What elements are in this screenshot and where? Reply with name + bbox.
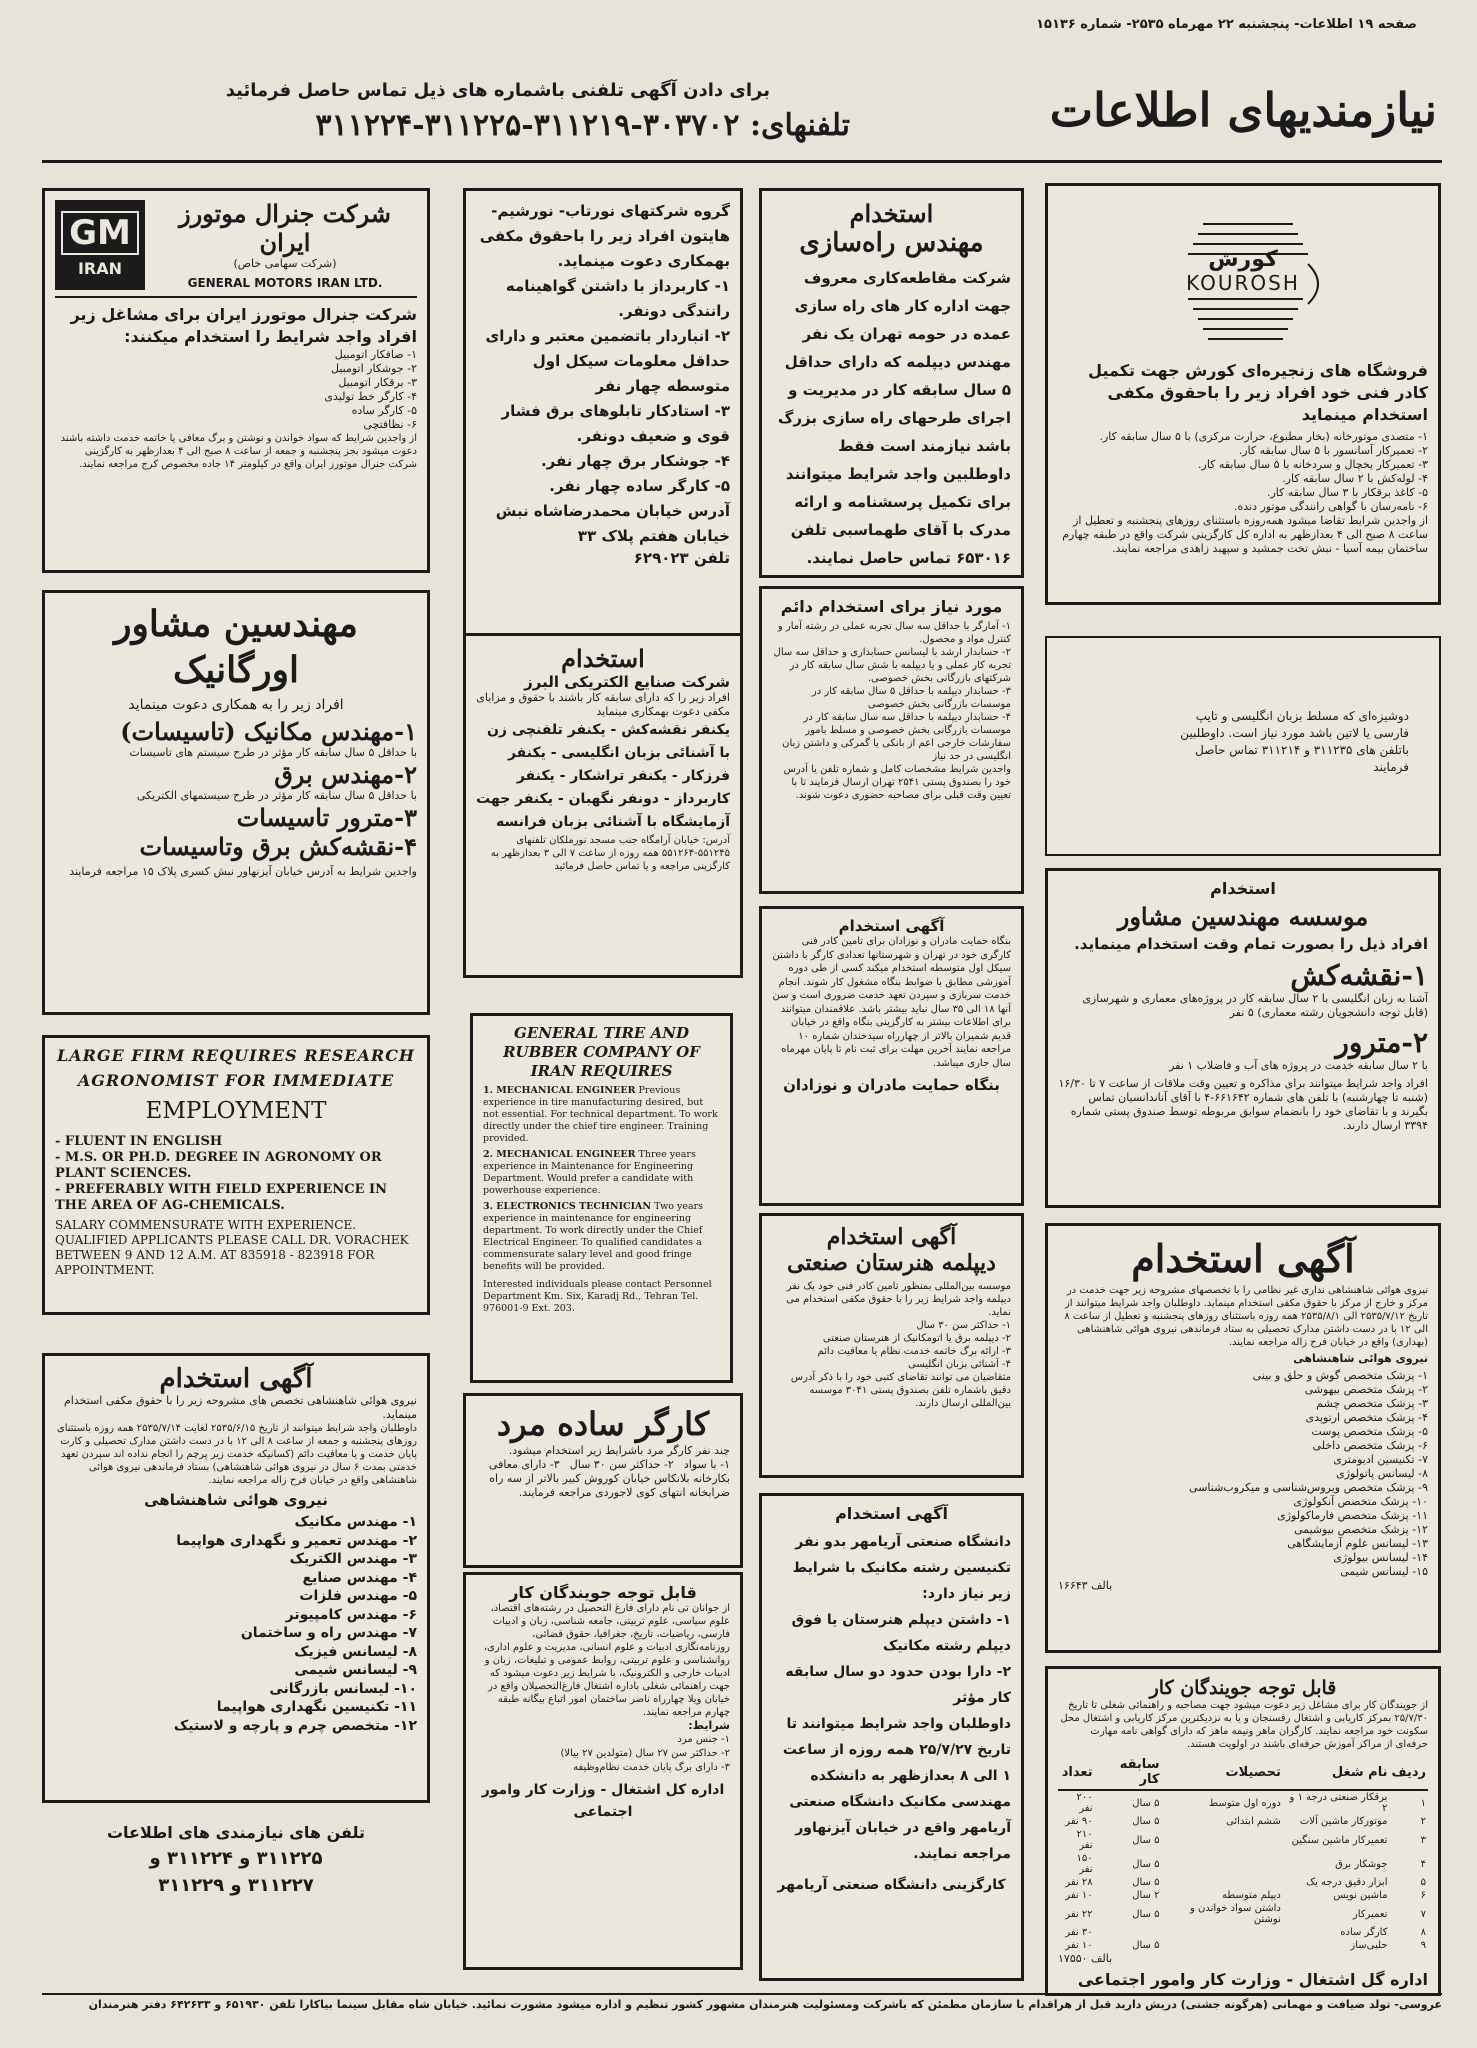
- table-row: [1058, 1790, 1428, 1815]
- ad-alborz: [463, 633, 743, 978]
- table-cell: ۵ سال: [1132, 1797, 1160, 1809]
- table-cell: ۱۰ نفر: [1065, 1890, 1093, 1901]
- ad-mothers: [759, 906, 1024, 1206]
- table-cell: ۷: [1420, 1908, 1426, 1920]
- accountants-footer: واجدین شرایط مشخصات کامل و شماره تلفن یا آدرس خود را بصندوق پستی ۲۵۴۱ تهران ارسال فرمایند تا با تعیین وقت قبلی برای مصاحبه حضوری دعوت شوند.: [783, 764, 1011, 801]
- organic-job-1: ۱-مهندس مکانیک (تاسیسات): [120, 717, 417, 746]
- mashaver-job1: ۱-نقشه‌کش: [1290, 959, 1428, 992]
- jooyandegan-list: [476, 1733, 730, 1775]
- ad-kargar-sadeh: [463, 1393, 743, 1568]
- list-item: ۳- استادکار تابلوهای برق فشار قوی و ضعیف دونفر.: [501, 402, 730, 445]
- list-item: ۱- صافکار اتومبیل: [334, 348, 417, 361]
- list-item: ۲- جوشکار اتومبیل: [331, 362, 417, 375]
- rahsazi-title1: استخدام: [849, 199, 934, 228]
- mashaver-title1: استخدام: [1210, 879, 1276, 898]
- typist-body: دوشیزه‌ای که مسلط بزبان انگلیسی و تایپ فارسی یا لاتین باشد مورد نیاز است. داوطلبین باتلفن های ۳۱۱۲۳۵ و ۳۱۱۲۱۴ تماس حاصل فرمایند: [1180, 709, 1409, 774]
- list-item: ۱۲- متخصص چرم و پارچه و لاستیک: [173, 1717, 417, 1734]
- jooyandegan2-body: از جویندگان کار برای مشاغل زیر دعوت میشود جهت مصاحبه و راهنمائی شغلی تا تاریخ ۲۵/۷/۳۰ بمرکز کاریابی و اشتغال رفسنجان و یا به نزدیکترین مرکز کاریابی و اشتغال محل سکونت خود مراجعه نمایند. کارگران ماهر ونیمه ماهر که دارای گواهی نامه مهارت حرفه‌ای از مراکز آموزش حرفه‌ای باشند در اولویت هستند.: [1060, 1700, 1428, 1750]
- gm-logo-iran: IRAN: [77, 259, 123, 278]
- table-cell: کارگر ساده: [1340, 1927, 1388, 1938]
- organic-footer: واجدین شرایط به آدرس خیابان آیزنهاور نبش کسری پلاک ۱۵ مراجعه فرمایند: [69, 865, 417, 878]
- list-item: - FLUENT IN ENGLISH: [55, 1134, 223, 1149]
- ad-aryamehr: [759, 1493, 1024, 1981]
- tire-item-2-text: Three years experience in Maintenance for Engineering Department. Would prefer a candidate with powerhouse experience.: [483, 1149, 696, 1196]
- table-cell: ۲۰۰ نفر: [1076, 1792, 1093, 1814]
- mothers-signature: بنگاه حمایت مادران و نوزادان: [783, 1076, 1000, 1094]
- list-item: ۵- پزشک متخصص پوست: [1311, 1425, 1428, 1438]
- table-cell: ۴: [1420, 1858, 1426, 1870]
- mashaver-job1-desc: آشنا به زبان انگلیسی با ۲ سال سابقه کار در پروژه‌های معماری و شهرسازی (قابل توجه دانشجویان رشته معماری) ۵ نفر: [1082, 992, 1428, 1019]
- ad-ettelaat-phones: [42, 1815, 430, 1975]
- organic-intro: افراد زیر را به همکاری دعوت مینماید: [128, 697, 344, 713]
- table-cell: ۵ سال: [1132, 1834, 1160, 1846]
- list-item: ۶- مهندس کامپیوتر: [285, 1606, 417, 1623]
- list-item: ۴- جوشکار برق چهار نفر.: [540, 452, 730, 470]
- list-item: ۳- برقکار اتومبیل: [338, 376, 417, 389]
- list-item: ۷- مهندس راه و ساختمان: [240, 1625, 417, 1641]
- list-item: ۱- آمارگر با حداقل سه سال تجربه عملی در رشته آمار و کنترل مواد و محصول.: [777, 621, 1011, 645]
- table-cell: ابزار دقیق درجه یک: [1306, 1877, 1388, 1888]
- list-item: ۱- پزشک متخصص گوش و حلق و بینی: [1252, 1369, 1428, 1382]
- organic-job-2: ۲-مهندس برق: [274, 760, 417, 789]
- kourosh-logo: [1143, 204, 1343, 354]
- table-row: [1058, 1815, 1428, 1828]
- aryamehr-signature: کارگزینی دانشگاه صنعتی آریامهر: [777, 1877, 1006, 1893]
- nurtab-phone: تلفن ۶۲۹۰۲۳: [633, 549, 730, 567]
- tire-item-2-head: 2. MECHANICAL ENGINEER: [483, 1149, 636, 1160]
- table-cell: ۵ سال: [1132, 1908, 1160, 1920]
- gm-heading: شرکت جنرال موتورز ایران برای مشاغل زیر افراد واجد شرایط را استخدام میکنند:: [70, 305, 417, 346]
- table-cell: ۱۵۰ نفر: [1076, 1853, 1093, 1875]
- kargar-footer: بکارخانه بلانکاس خیابان کوروش کبیر بالاتر از سه راه ضرابخانه انتهای کوی لاجوردی مراجعه فرمایند.: [489, 1472, 730, 1499]
- organic-job-1-desc: با حداقل ۵ سال سابقه کار مؤثر در طرح سیستم های تاسیسات: [129, 746, 417, 759]
- alborz-positions: یکنفر نقشه‌کش - یکنفر تلفنچی زن با آشنائی بزبان انگلیسی - یکنفر فرزکار - یکنفر تراشکار - یکنفر کاربرداز - دونفر نگهبان - یکنفر جهت آزمایشگاه با آشنائی بزبان فرانسه: [476, 722, 730, 830]
- table-cell: ۲۸ نفر: [1065, 1877, 1093, 1888]
- list-item: ۱۱- پزشک متخصص فارماکولوژی: [1277, 1509, 1428, 1522]
- tire-title: GENERAL TIRE AND RUBBER COMPANY OF IRAN REQUIRES: [503, 1024, 700, 1080]
- gm-name-block: [153, 199, 417, 290]
- kargar-list: [476, 1458, 730, 1472]
- aryamehr-list: [772, 1607, 1011, 1711]
- list-item: ۸- لیسانس پاتولوژی: [1336, 1467, 1428, 1480]
- table-cell: ۲ سال: [1132, 1890, 1160, 1901]
- gm-logo-block: [55, 199, 417, 298]
- honarestan-body: موسسه بین‌المللی بمنظور تامین کادر فنی خود یک نفر دیپلمه واجد شرایط زیر را با حقوق مکفی استخدام می نماید.: [786, 1281, 1011, 1318]
- table-row: [1058, 1876, 1428, 1889]
- list-item: ۱۴- لیسانس بیولوژی: [1333, 1551, 1428, 1564]
- honarestan-footer: متقاضیان می توانند تقاضای کتبی خود را با ذکر آدرس دقیق باشماره تلفن بصندوق پستی ۳۰۴۱ موسسه بین‌المللی ارسال دارند.: [790, 1372, 1011, 1409]
- list-item: ۵- مهندس فلزات: [299, 1588, 417, 1604]
- alborz-intro: افراد زیر را که دارای سابقه کار باشند با حقوق و مزایای مکفی دعوت بهمکاری مینماید: [476, 691, 730, 718]
- mashaver-footer: افراد واجد شرایط میتوانند برای مذاکره و تعیین وقت ملاقات از ساعت ۷ تا ۱۶/۳۰ (شنبه تا چهارشنبه) با تلفن های شماره ۶۶۱۶۴۲-۴ با آقای آناندانسیان تماس بگیرند و یا تقاضای خود را بانضمام سوابق مربوطه توسط صندوق پستی شماره ۳۳۹۴ ارسال دارند.: [1058, 1077, 1428, 1132]
- masthead-instruction: برای دادن آگهی تلفنی باشماره های ذیل تماس حاصل فرمائید: [225, 80, 770, 101]
- ettelaat-phones-title: تلفن های نیازمندی های اطلاعات: [106, 1823, 366, 1842]
- table-cell: برقکار صنعتی درجه ۱ و ۲: [1289, 1792, 1388, 1814]
- list-item: ۲- دارا بودن حدود دو سال سابقه کار مؤثر: [785, 1664, 1011, 1706]
- honarestan-title2: دیپلمه هنرستان صنعتی: [787, 1250, 996, 1276]
- tire-item-3: [483, 1201, 720, 1273]
- masthead-title: نیازمندیهای اطلاعات: [1049, 83, 1437, 137]
- table-cell: ۵ سال: [1132, 1877, 1160, 1888]
- table-row: [1058, 1828, 1428, 1852]
- table-row: [1058, 1852, 1428, 1876]
- list-item: ۵- کارگر ساده چهار نفر.: [549, 477, 730, 495]
- list-item: ۱- متصدی موتورخانه (بخار مطبوع، حرارت مرکزی) با ۵ سال سابقه کار.: [1099, 430, 1428, 443]
- list-item: ۳- دارای برگ پایان خدمت نظام‌وظیفه: [573, 1762, 730, 1773]
- list-item: ۲- حسابدار ارشد با لیسانس حسابداری و حداقل سه سال تجربه کار عملی و یا دیپلمه با شش سال سابقه کار در شرکتهای بازرگانی بخش خصوصی.: [773, 647, 1011, 684]
- hava1-intro: نیروی هوائی شاهنشاهی تخصص های مشروحه زیر را با حقوق مکفی استخدام مینماید.: [64, 1394, 417, 1421]
- list-item: ۷- تکنیسین ادیومتری: [1333, 1453, 1428, 1466]
- list-item: ۱۳- لیسانس علوم آزمایشگاهی: [1287, 1537, 1428, 1550]
- list-item: ۵- کاغذ برقکار با ۳ سال سابقه کار.: [1266, 486, 1428, 499]
- table-header: تعداد: [1058, 1755, 1095, 1790]
- table-cell: دوره اول متوسط: [1208, 1797, 1281, 1809]
- mashaver-job2-desc: با ۲ سال سابقه خدمت در پروژه های آب و فاضلاب ۱ نفر: [1169, 1059, 1428, 1072]
- alborz-address: آدرس: خیابان آرامگاه جنب مسجد نورملکان تلفنهای ۵۵۱۲۴۵-۵۵۱۲۶۴ همه روزه از ساعت ۷ الی ۳ بعدازظهر به کارگزینی مراجعه و یا تماس حاصل فرمائید: [490, 835, 730, 872]
- list-item: ۶- پزشک متخصص داخلی: [1312, 1439, 1428, 1452]
- list-item: ۲- پزشک متخصص بیهوشی: [1304, 1383, 1428, 1396]
- jooyandegan2-title: قابل توجه جویندگان کار: [1149, 1677, 1337, 1699]
- list-item: ۱- جنس مرد: [677, 1734, 730, 1745]
- ad-typist: [1045, 636, 1441, 856]
- table-cell: [1161, 1926, 1282, 1939]
- masthead-phones: [90, 108, 850, 143]
- research-line2: AGRONOMIST FOR IMMEDIATE: [77, 1071, 395, 1090]
- table-cell: ۹۰ نفر: [1065, 1816, 1093, 1827]
- list-item: ۱- حداکثر سن ۳۰ سال: [916, 1320, 1011, 1331]
- list-item: ۳- مهندس الکتریک: [289, 1551, 417, 1567]
- table-cell: ششم ابتدائی: [1226, 1816, 1281, 1827]
- alborz-title: استخدام: [561, 644, 645, 673]
- rahsazi-body: شرکت مقاطعه‌کاری معروف جهت اداره کار های راه سازی عمده در حومه تهران یک نفر مهندس دیپلمه که دارای حداقل ۵ سال سابقه کار در مدیریت و اجرای طرحهای راه سازی بزرگ باشد نیازمند است فقط داوطلبین واجد شرایط میتوانند برای تکمیل پرسشنامه و ارائه مدرک با آقای طهماسبی تلفن ۶۵۳۰۱۶ تماس حاصل نمایند.: [778, 269, 1011, 567]
- table-cell: ۹: [1420, 1940, 1426, 1951]
- mothers-title: آگهی استخدام: [838, 917, 945, 935]
- nurtab-list: [476, 274, 730, 499]
- list-item: ۴- لوله‌کش با ۲ سال سابقه کار.: [1282, 472, 1428, 485]
- rahsazi-title2: مهندس راه‌سازی: [799, 228, 984, 258]
- ad-rahsazi: [759, 188, 1024, 578]
- alborz-company: شرکت صنایع الکتریکی البرز: [524, 673, 730, 691]
- ad-hava-engineering: [42, 1353, 430, 1803]
- hava1-title: آگهی استخدام: [159, 1364, 313, 1394]
- mashaver-title2: موسسه مهندسین مشاور: [1117, 902, 1369, 931]
- list-item: ۱۱- تکنیسین نگهداری هواپیما: [216, 1699, 417, 1715]
- kourosh-logo-en: KOUROSH: [1186, 271, 1300, 295]
- list-item: ۴- آشنائی بزبان انگلیسی: [907, 1359, 1011, 1370]
- hava1-body: داوطلبان واجد شرایط میتوانند از تاریخ ۲۵۳۵/۶/۱۵ لغایت ۲۵۳۵/۷/۱۴ همه روزه باستثنای روزهای پنجشنبه و جمعه از ساعت ۸ الی ۱۲ با در دست داشتن مدارک تحصیلی و کارت پایان خدمت و یا معافیت دائم (کسانیکه خدمت زیر پرچم را انجام نداده اند سپردن تعهد خدمتی بمدت ۶ سال در نیروی هوائی شاهنشاهی) بستاد فرماندهی نیروی هوائی شاهنشاهی واقع در خیابان فرح زاله مراجعه نمایند.: [56, 1423, 417, 1486]
- tire-item-1-head: 1. MECHANICAL ENGINEER: [483, 1085, 636, 1096]
- aryamehr-footer: داوطلبان واجد شرایط میتوانند تا تاریخ ۲۵/۷/۲۷ همه روزه از ساعت ۱ الی ۸ بعدازظهر به دانشکده مهندسی مکانیک دانشگاه صنعتی آریامهر واقع در خیابان آیزنهاور مراجعه نمایند.: [782, 1716, 1011, 1862]
- list-item: ۳- دارای معافی: [488, 1458, 560, 1471]
- phones-label: تلفنهای:: [749, 108, 850, 143]
- bottom-rule: [42, 1993, 1442, 1995]
- ad-accountants: [759, 586, 1024, 894]
- list-item: ۴- حسابدار دیپلمه با حداقل سه سال سابقه کار در موسسات بازرگانی بخش خصوصی و مسلط بامور سفارشات خارجی اعم از بانکی یا گمرکی و داشتن زبان انگلیسی در حد نیاز: [782, 712, 1011, 762]
- gm-name-fa: شرکت جنرال موتورز ایران: [179, 199, 391, 257]
- list-item: ۹- لیسانس شیمی: [294, 1662, 417, 1678]
- table-cell: ۸: [1420, 1927, 1426, 1938]
- tire-item-1-text: Previous experience in tire manufacturing desired, but not essential. For technical department. To work directly under the chief tire engineer. Training provided.: [483, 1085, 718, 1144]
- list-item: - PREFERABLY WITH FIELD EXPERIENCE IN THE AREA OF AG-CHEMICALS.: [55, 1182, 387, 1213]
- table-cell: [1161, 1939, 1282, 1952]
- table-cell: [1161, 1828, 1282, 1852]
- hava2-intro: نیروی هوائی شاهنشاهی نداری غیر نظامی را با تخصصهای مشروحه زیر جهت خدمت در مرکز و خارج از مرکز با حقوق مکفی استخدام مینماید. داوطلبان واجد شرایط میتوانند از تاریخ ۲۵۳۵/۷/۱۲ الی ۲۵۳۵/۸/۱ همه روزه باستثنای روزهای پنجشنبه و تعطیل از ساعت ۸ الی ۱۲ با در دست داشتن مدارک تحصیلی به ستاد فرماندهی نیروی هوائی شاهنشاهی (بهداری) واقع در خیابان فرح زاله مراجعه نمایند.: [1064, 1285, 1428, 1348]
- jooyandegan-signature: اداره کل اشتغال - وزارت کار وامور اجتماعی: [481, 1782, 725, 1820]
- tire-item-3-head: 3. ELECTRONICS TECHNICIAN: [483, 1201, 652, 1212]
- gm-footer: از واجدین شرایط که سواد خواندن و نوشتن و برگ معافی یا خاتمه خدمت داشته باشند دعوت میشود بجز پنجشنبه و جمعه از ساعت ۸ صبح الی ۴ بعدازظهر به کارگزینی شرکت جنرال موتورز ایران واقع در کیلومتر ۱۴ جاده مخصوص کرج مراجعه نمایند.: [60, 433, 417, 470]
- ad-honarestan: [759, 1213, 1024, 1478]
- organic-title2: اورگانیک: [173, 649, 299, 691]
- gm-list: [55, 348, 417, 432]
- gm-sub-fa: (شرکت سهامی خاص): [233, 257, 337, 270]
- list-item: ۱- کاربرداز با داشتن گواهینامه رانندگی دونفر.: [505, 277, 730, 320]
- aryamehr-title: آگهی استخدام: [835, 1504, 948, 1523]
- list-item: ۸- لیسانس فیزیک: [294, 1643, 417, 1660]
- table-cell: جوشکار برق: [1335, 1858, 1388, 1870]
- page-info-line: صفحه ۱۹ اطلاعات- پنجشنبه ۲۲ مهرماه ۲۵۳۵- شماره ۱۵۱۳۶: [1036, 17, 1417, 32]
- list-item: ۱۰- پزشک متخصص آنکولوژی: [1293, 1495, 1428, 1508]
- list-item: ۳- ارائه برگ خاتمه خدمت نظام یا معافیت دائم: [817, 1346, 1011, 1357]
- jooyandegan2-code: بالف ۱۷۵۵۰: [1058, 1952, 1113, 1965]
- kargar-intro: چند نفر کارگر مرد باشرایط زیر استخدام میشود.: [508, 1444, 730, 1457]
- table-cell: ۵ سال: [1132, 1816, 1160, 1827]
- masthead-rule: [42, 160, 1442, 163]
- table-header-row: [1058, 1755, 1428, 1790]
- list-item: ۱- مهندس مکانیک: [294, 1514, 417, 1530]
- list-item: ۲- حداکثر سن ۲۷ سال (متولدین ۲۷ بیالا): [560, 1748, 730, 1759]
- jooyandegan-conditions-label: شرایط:: [688, 1719, 730, 1732]
- ad-jooyandegan-table: [1045, 1666, 1441, 1996]
- jooyandegan2-signature: اداره گل اشتغال - وزارت کار وامور اجتماعی: [1077, 1970, 1428, 1989]
- list-item: ۵- کارگر ساده: [351, 404, 417, 417]
- ad-jooyandegan: [463, 1572, 743, 1970]
- nurtab-address: آدرس خیابان محمدرضاشاه نبش خیابان هفتم پلاک ۳۳: [495, 502, 730, 545]
- ettelaat-phones-line1: ۳۱۱۲۲۵ و ۳۱۱۲۲۴ و: [149, 1848, 323, 1869]
- list-item: ۳- تعمیرکار یخچال و سردخانه با ۵ سال سابقه کار.: [1198, 458, 1428, 471]
- list-item: ۶- نظافتچی: [363, 418, 417, 431]
- tire-item-1: [483, 1085, 720, 1145]
- aryamehr-body: دانشگاه صنعتی آریامهر بدو نفر تکنیسین رشته مکانیک با شرایط زیر نیاز دارد:: [792, 1534, 1011, 1602]
- list-item: ۳- حسابدار دیپلمه با حداقل ۵ سال سابقه کار در موسسات بازرگانی بخش خصوصی: [811, 686, 1011, 710]
- list-item: ۲- حداکثر سن ۳۰ سال: [569, 1458, 674, 1471]
- list-item: ۲- تعمیرکار آسانسور با ۵ سال سابقه کار.: [1238, 444, 1428, 457]
- table-cell: ۵: [1420, 1877, 1426, 1888]
- organic-title1: مهندسین مشاور: [114, 603, 358, 645]
- list-item: ۴- مهندس صنایع: [302, 1569, 417, 1586]
- table-cell: ۲۱۰ نفر: [1076, 1829, 1093, 1851]
- research-footer: SALARY COMMENSURATE WITH EXPERIENCE. QUALIFIED APPLICANTS PLEASE CALL DR. VORACHEK BETWEEN 9 AND 12 A.M. AT 835918 - 823918 FOR APPOINTMENT.: [55, 1218, 409, 1277]
- table-cell: تعمیرکار: [1352, 1908, 1388, 1920]
- list-item: ۱- با سواد: [683, 1458, 730, 1471]
- list-item: ۲- انباردار باتضمین معتبر و دارای حداقل معلومات سیکل اول متوسطه چهار نفر: [485, 327, 730, 395]
- list-item: ۱۰- لیسانس بازرگانی: [269, 1680, 417, 1697]
- table-row: [1058, 1939, 1428, 1952]
- table-cell: حلبی‌ساز: [1350, 1940, 1388, 1951]
- gm-name-en: GENERAL MOTORS IRAN LTD.: [187, 276, 383, 290]
- list-item: ۶- نامه‌رسان با گواهی رانندگی موتور دنده.: [1234, 500, 1428, 513]
- list-item: ۱۵- لیسانس شیمی: [1340, 1565, 1428, 1578]
- table-cell: ۲۲ نفر: [1065, 1908, 1093, 1920]
- ad-nurtab: [463, 188, 743, 638]
- accountants-list: [772, 620, 1011, 763]
- list-item: ۲- دیپلمه برق یا اتومکانیک از هنرستان صنعتی: [822, 1333, 1011, 1344]
- honarestan-list: [772, 1319, 1011, 1371]
- list-item: - M.S. OR PH.D. DEGREE IN AGRONOMY OR PLANT SCIENCES.: [55, 1150, 382, 1181]
- table-header: سابقه کار: [1095, 1755, 1162, 1790]
- ad-research-agronomist: [42, 1035, 430, 1315]
- kourosh-list: [1058, 430, 1428, 514]
- hava2-code: بالف ۱۶۶۴۳: [1058, 1579, 1113, 1592]
- gm-logo: [55, 200, 145, 290]
- list-item: ۲- مهندس تعمیر و نگهداری هواپیما: [176, 1532, 417, 1549]
- mashaver-intro: افراد ذیل را بصورت تمام وقت استخدام مینماید.: [1074, 935, 1428, 953]
- hava2-title: آگهی استخدام: [1131, 1236, 1355, 1281]
- table-row: [1058, 1889, 1428, 1902]
- phones-numbers: ۳۰۳۷۰۲-۳۱۱۲۱۹-۳۱۱۲۲۵-۳۱۱۲۲۴: [315, 108, 740, 143]
- table-cell: ۵ سال: [1132, 1940, 1160, 1951]
- tire-footer: Interested individuals please contact Personnel Department Km. Six, Karadj Rd., Tehran Tel. 976001-9 Ext. 203.: [483, 1279, 712, 1314]
- ad-hava-medical: [1045, 1223, 1441, 1653]
- table-cell: [1095, 1926, 1162, 1939]
- ettelaat-phones-line2: ۳۱۱۲۲۷ و ۳۱۱۲۲۹: [158, 1875, 314, 1896]
- ad-mashaver: [1045, 868, 1441, 1208]
- table-cell: ۱۰ نفر: [1065, 1940, 1093, 1951]
- table-cell: داشتن سواد خواندن و نوشتن: [1189, 1903, 1281, 1925]
- ad-organic: [42, 590, 430, 1015]
- kargar-title: کارگر ساده مرد: [496, 1405, 710, 1443]
- nurtab-intro: گروه شرکتهای نورتاب- نورشیم- هایتون افراد زیر را باحقوق مکفی بهمکاری دعوت مینماید.: [479, 202, 730, 270]
- jobs-table: [1058, 1755, 1428, 1952]
- table-cell: موتورکار ماشین آلات: [1299, 1816, 1388, 1827]
- list-item: ۳- پزشک متخصص چشم: [1316, 1397, 1428, 1410]
- hava2-org: نیروی هوائی شاهنشاهی: [1293, 1352, 1428, 1365]
- list-item: ۴- کارگر خط تولیدی: [324, 390, 417, 403]
- research-line3: EMPLOYMENT: [145, 1098, 327, 1124]
- table-cell: [1161, 1876, 1282, 1889]
- gm-logo-gm: GM: [61, 211, 139, 255]
- table-cell: ۳: [1420, 1834, 1426, 1846]
- list-item: ۴- پزشک متخصص ارتوپدی: [1305, 1411, 1428, 1424]
- ad-general-tire: [470, 1013, 733, 1383]
- accountants-title: مورد نیاز برای استخدام دائم: [780, 597, 1003, 616]
- table-cell: ماشین نویس: [1333, 1890, 1388, 1901]
- honarestan-title1: آگهی استخدام: [826, 1224, 957, 1250]
- table-cell: دیپلم متوسطه: [1221, 1890, 1281, 1901]
- list-item: ۱- داشتن دیپلم هنرستان یا فوق دیپلم رشته مکانیک: [791, 1612, 1011, 1654]
- table-header: تحصیلات: [1161, 1755, 1282, 1790]
- list-item: ۱۲- پزشک متخصص بیوشیمی: [1294, 1523, 1428, 1536]
- list-item: ۹- پزشک متخصص ویروس‌شناسی و میکروب‌شناسی: [1189, 1481, 1428, 1494]
- table-header: نام شغل: [1283, 1755, 1390, 1790]
- table-cell: ۳۰ نفر: [1065, 1927, 1093, 1938]
- table-cell: [1161, 1852, 1282, 1876]
- research-line1: LARGE FIRM REQUIRES RESEARCH: [56, 1046, 416, 1065]
- organic-job-3: ۳-مترور تاسیسات: [236, 803, 417, 832]
- jooyandegan-title: قابل توجه جویندگان کار: [509, 1583, 697, 1602]
- tire-item-2: [483, 1149, 720, 1197]
- kourosh-logo-fa: کورش: [1208, 247, 1278, 272]
- hava1-list: [55, 1513, 417, 1735]
- tire-item-3-text: Two years experience in maintenance for engineering department. To work directly under the Chief Electrical Engineer. To qualified candidates a commensurate salary level and good fringe benefits will be provided.: [483, 1201, 704, 1272]
- mothers-body: بنگاه حمایت مادران و نوزادان برای تامین کادر فنی کارگری خود در تهران و شهرستانها تعدادی کارگر با داشتن سیکل اول متوسطه استخدام میکند کسی از طی دوره آموزشی مطابق با ضوابط بنگاه مشغول کار شوند. انجام خدمت سربازی و سپردن تعهد خدمت ضروری است و سن آنها ۱۸ الی ۳۵ سال نباید بیشتر باشد. علاقمندان میتوانند برای اطلاعات بیشتر به کارگزینی بنگاه واقع در خیابان قدیم شمیران بالاتر از چهارراه سیدخندان شماره ۱۰ مراجعه نمایند آخرین مهلت برای ثبت نام تا پایان مهرماه سال جاری میباشد.: [772, 936, 1011, 1069]
- ad-general-motors: [42, 188, 430, 573]
- organic-job-2-desc: با حداقل ۵ سال سابقه کار مؤثر در طرح سیستمهای الکتریکی: [136, 789, 417, 802]
- table-cell: ۶: [1420, 1890, 1426, 1901]
- table-cell: تعمیرکار ماشین سنگین: [1291, 1834, 1388, 1846]
- hava1-org: نیروی هوائی شاهنشاهی: [144, 1491, 328, 1509]
- organic-job-4: ۴-نقشه‌کش برق وتاسیسات: [139, 832, 417, 861]
- hava2-list: [1058, 1369, 1428, 1579]
- table-cell: ۱: [1420, 1797, 1426, 1809]
- mashaver-job2: ۲-مترور: [1335, 1026, 1428, 1059]
- table-header: ردیف: [1389, 1755, 1428, 1790]
- research-list: [55, 1134, 417, 1214]
- table-row: [1058, 1926, 1428, 1939]
- table-row: [1058, 1902, 1428, 1926]
- ad-kourosh: [1045, 183, 1441, 605]
- table-cell: ۲: [1420, 1816, 1426, 1827]
- table-cell: ۵ سال: [1132, 1858, 1160, 1870]
- kourosh-heading: فروشگاه های زنجیره‌ای کورش جهت تکمیل کادر فنی خود افراد زیر را باحقوق مکفی استخدام مینماید: [1088, 361, 1428, 424]
- jooyandegan-body: از جوانان تی نام دارای فارغ التحصیل در رشته‌های اقتصاد، علوم سیاسی، علوم تربیتی، جامعه شناسی، زبان و ادبیات فارسی، ریاضیات، تاریخ، جغرافیا، حقوق قضائی، روزنامه‌نگاری ادبیات و علوم انسانی، مدیریت و علوم اداری، روانشناسی و علوم تربیتی، روابط عمومی و تبلیغات، زبان و ادبیات خارجی و الکترونیک، با شرایط زیر دعوت میشود که جهت راهنمائی شغلی باداره اشتغال فارغ‌التحصیلان واقع در خیابان ویلا چهارراه ناصر ساختمان امور اتباع بیگانه طبقه چهارم مراجعه نمایند.: [483, 1603, 730, 1718]
- kourosh-footer: از واجدین شرایط تقاضا میشود همه‌روزه باستثنای روزهای پنجشنبه و تعطیل از ساعت ۸ صبح الی ۴ بعدازظهر به اداره کل کارگزینی شرکت واقع در طبقه چهارم ساختمان بیمه آسیا - نبش تخت جمشید و سپهبد زاهدی مراجعه نمایند.: [1062, 514, 1428, 555]
- bottom-note: عروسی- تولد ضیافت و مهمانی (هرگونه جشنی) دریش دارید قبل از هراقدام با سازمان مطمئن که باشرکت ومسئولیت هنرمندان مشهور کشور تنظیم و اداره میشود مشورت نمائید. خیابان شاه مقابل سینما بیاکارا تلفن ۶۵۱۹۳۰ و ۶۴۲۶۳۳ دفتر هنرمندان: [88, 1998, 1442, 2011]
